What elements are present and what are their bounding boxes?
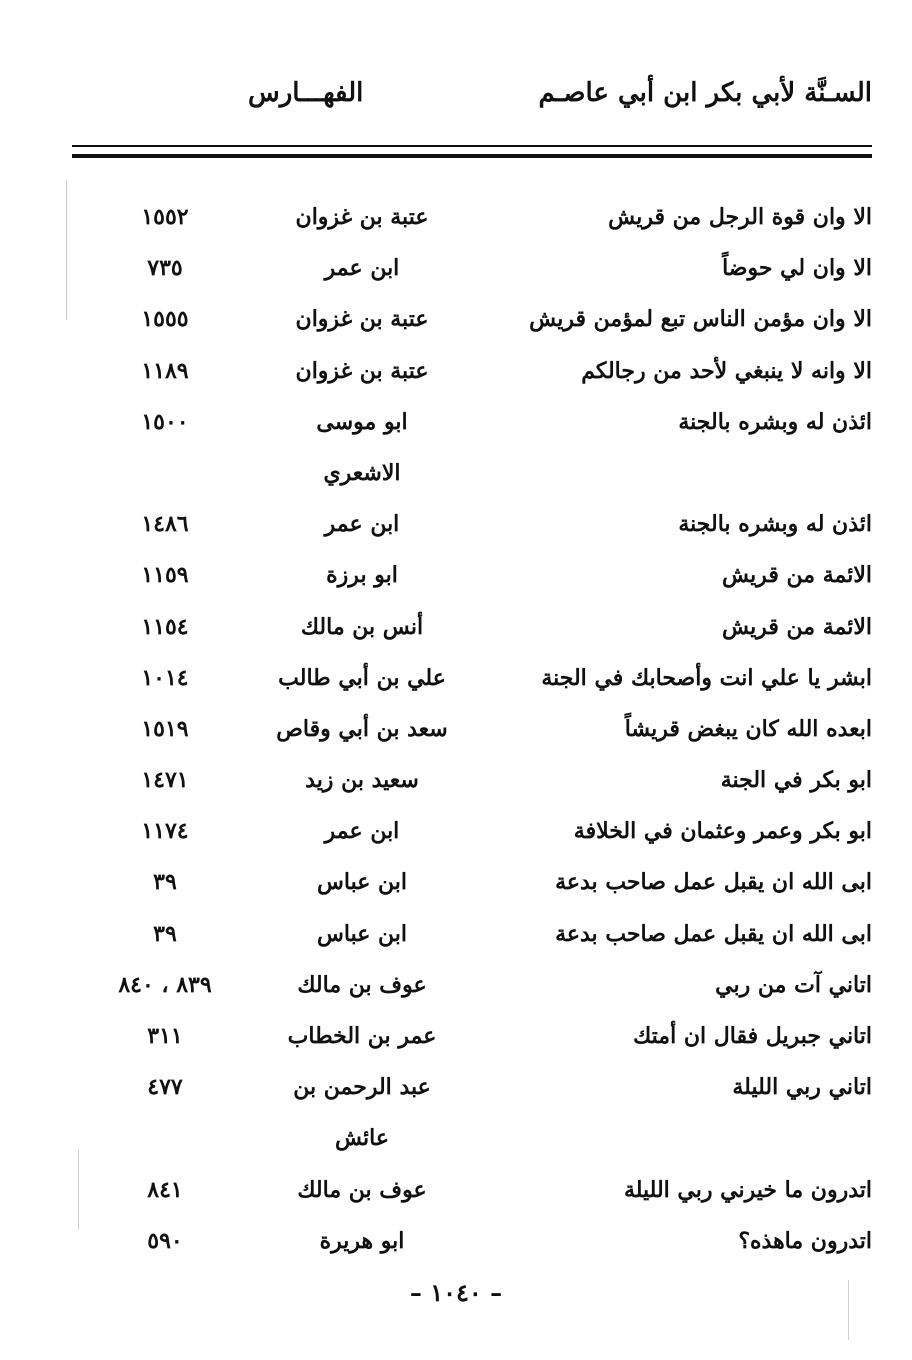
hadith-number: ٣٩ bbox=[153, 920, 177, 947]
hadith-number: ٤٧٧ bbox=[147, 1074, 183, 1101]
hadith-number: ٣١١ bbox=[147, 1023, 183, 1049]
index-entry bbox=[70, 857, 872, 908]
index-entry bbox=[70, 1165, 872, 1216]
narrator-name: عبد الرحمن بن bbox=[293, 1074, 431, 1101]
hadith-number: ١١٧٤ bbox=[141, 818, 189, 845]
hadith-text: اتاني آت من ربي bbox=[715, 971, 872, 998]
narrator-name: ابو هريرة bbox=[319, 1227, 405, 1254]
narrator-name: ابن عمر bbox=[324, 255, 400, 282]
hadith-text: الائمة من قريش bbox=[722, 613, 872, 640]
hadith-number: ١٥٥٢ bbox=[141, 204, 189, 230]
hadith-number: ٥٩٠ bbox=[147, 1227, 183, 1254]
hadith-text: اتدرون ماهذه؟ bbox=[738, 1227, 872, 1254]
hadith-text: ابو بكر وعمر وعثمان في الخلافة bbox=[573, 818, 872, 845]
narrator-name: عتبة بن غزوان bbox=[295, 204, 429, 230]
hadith-number: ١١٥٤ bbox=[141, 613, 189, 640]
index-entry bbox=[70, 960, 872, 1011]
index-entry bbox=[70, 397, 872, 448]
narrator-name: سعيد بن زيد bbox=[305, 767, 419, 794]
book-title: السـنَّة لأبي بكر ابن أبي عاصـم bbox=[538, 78, 872, 108]
narrator-name: ابن عباس bbox=[317, 920, 407, 947]
hadith-number: ١١٥٩ bbox=[141, 562, 189, 589]
scan-edge-line bbox=[848, 1280, 849, 1340]
index-entry bbox=[70, 806, 872, 857]
narrator-name: عائش bbox=[334, 1125, 389, 1152]
narrator-name: عوف بن مالك bbox=[297, 1176, 427, 1203]
header-rule-thick bbox=[72, 154, 872, 158]
hadith-text: ابى الله ان يقبل عمل صاحب بدعة bbox=[555, 920, 872, 947]
hadith-text: اتاني ربي الليلة bbox=[732, 1074, 872, 1101]
index-entry-continuation bbox=[70, 448, 872, 499]
narrator-name: أنس بن مالك bbox=[300, 613, 424, 640]
running-head bbox=[70, 78, 872, 118]
index-entry bbox=[70, 192, 872, 243]
hadith-number: ١٥١٩ bbox=[141, 715, 189, 742]
hadith-text: ابعده الله كان يبغض قريشاً bbox=[624, 715, 872, 742]
hadith-text: اتدرون ما خيرني ربي الليلة bbox=[623, 1176, 872, 1203]
narrator-name: ابن عمر bbox=[324, 511, 400, 538]
hadith-number: ١٤٨٦ bbox=[141, 511, 189, 538]
narrator-name: سعد بن أبي وقاص bbox=[276, 715, 448, 742]
scan-edge-line bbox=[66, 180, 67, 320]
hadith-text: ائذن له وبشره بالجنة bbox=[678, 511, 872, 538]
hadith-text: الا وان قوة الرجل من قريش bbox=[608, 204, 872, 230]
scan-edge-line bbox=[78, 1150, 79, 1230]
hadith-number: ١٥٥٥ bbox=[141, 306, 189, 333]
index-entry bbox=[70, 499, 872, 550]
index-entry bbox=[70, 550, 872, 601]
index-entry bbox=[70, 602, 872, 653]
hadith-number: ١٤٧١ bbox=[141, 767, 189, 794]
narrator-name: عتبة بن غزوان bbox=[295, 357, 429, 384]
index-entry bbox=[70, 704, 872, 755]
section-title: الفهـــارس bbox=[248, 78, 364, 108]
index-entry-continuation bbox=[70, 1113, 872, 1164]
hadith-number: ٣٩ bbox=[153, 869, 177, 896]
index-entry bbox=[70, 653, 872, 704]
index-entry bbox=[70, 1062, 872, 1113]
hadith-number: ١١٨٩ bbox=[141, 357, 189, 384]
narrator-name: عتبة بن غزوان bbox=[295, 306, 429, 333]
index-entry bbox=[70, 294, 872, 345]
index-entry bbox=[70, 243, 872, 294]
narrator-name: عمر بن الخطاب bbox=[287, 1023, 437, 1049]
hadith-text: الا وان لي حوضاً bbox=[722, 255, 872, 282]
hadith-number: ١٥٠٠ bbox=[141, 408, 189, 435]
hadith-text: ابشر يا علي انت وأصحابك في الجنة bbox=[541, 664, 872, 691]
hadith-number: ٨٤١ bbox=[147, 1176, 183, 1203]
narrator-name: ابن عمر bbox=[324, 818, 400, 845]
index-entries bbox=[70, 192, 872, 1267]
narrator-name: الاشعري bbox=[323, 459, 401, 486]
hadith-text: الا وانه لا ينبغي لأحد من رجالكم bbox=[581, 357, 872, 384]
index-entry bbox=[70, 346, 872, 397]
hadith-text: اتاني جبريل فقال ان أمتك bbox=[633, 1023, 872, 1049]
hadith-text: ابى الله ان يقبل عمل صاحب بدعة bbox=[555, 869, 872, 896]
narrator-name: عوف بن مالك bbox=[297, 971, 427, 998]
index-entry bbox=[70, 909, 872, 960]
index-entry bbox=[70, 1216, 872, 1267]
narrator-name: ابو موسى bbox=[316, 408, 408, 435]
index-entry bbox=[70, 1011, 872, 1062]
header-rule-thin bbox=[72, 145, 872, 147]
hadith-number: ٨٣٩ ، ٨٤٠ bbox=[118, 971, 212, 998]
page-number: – ١٠٤٠ – bbox=[409, 1278, 503, 1307]
hadith-text: الا وان مؤمن الناس تبع لمؤمن قريش bbox=[529, 306, 872, 333]
index-entry bbox=[70, 755, 872, 806]
narrator-name: ابن عباس bbox=[317, 869, 407, 896]
hadith-number: ١٠١٤ bbox=[141, 664, 189, 691]
narrator-name: علي بن أبي طالب bbox=[278, 664, 446, 691]
hadith-text: الائمة من قريش bbox=[722, 562, 872, 589]
hadith-number: ٧٣٥ bbox=[147, 255, 183, 282]
narrator-name: ابو برزة bbox=[326, 562, 398, 589]
hadith-text: ابو بكر في الجنة bbox=[720, 767, 872, 794]
hadith-text: ائذن له وبشره بالجنة bbox=[678, 408, 872, 435]
